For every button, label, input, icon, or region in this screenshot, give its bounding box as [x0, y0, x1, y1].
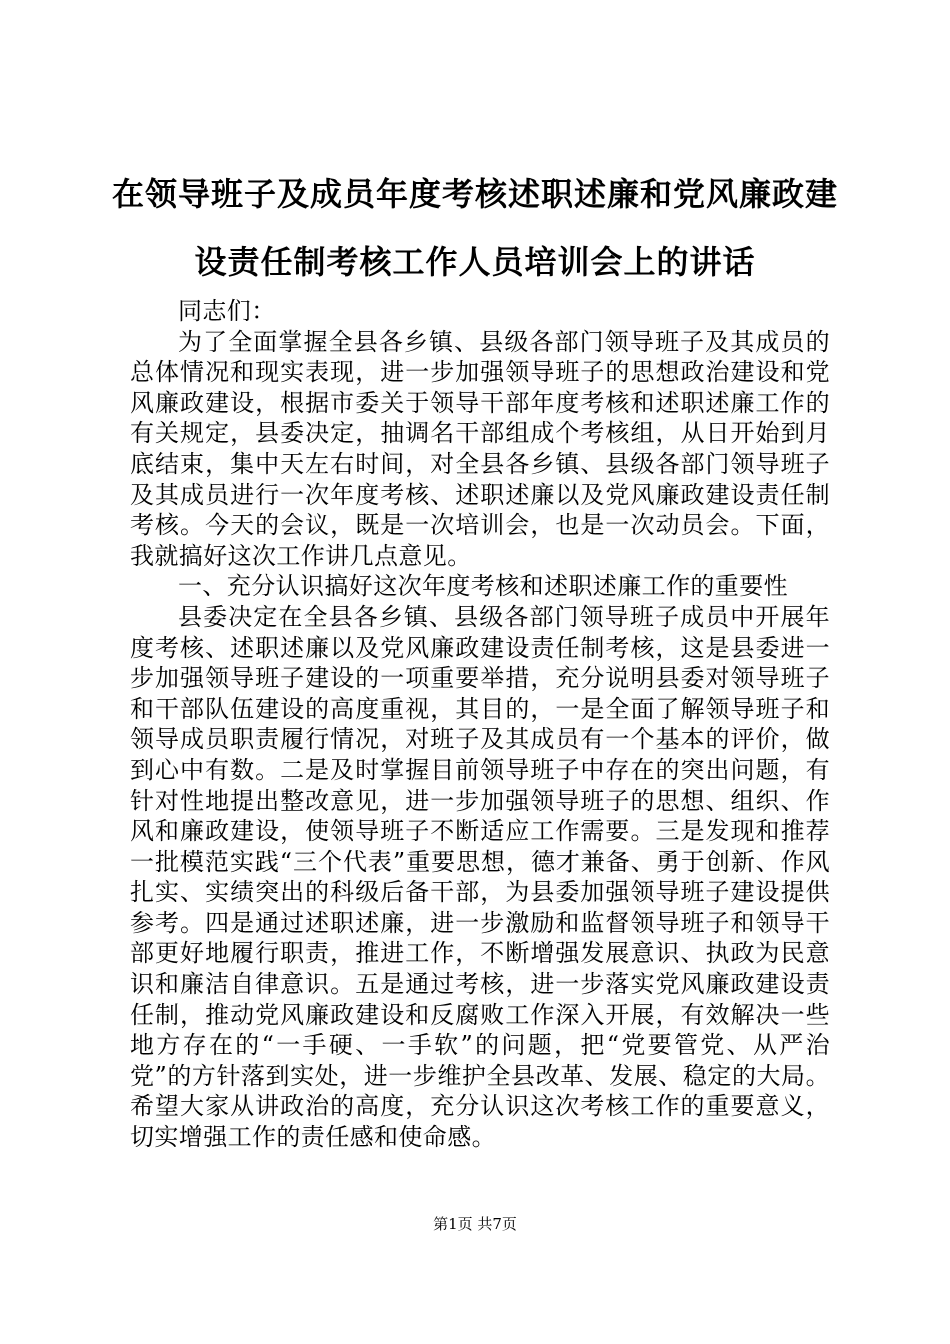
page-footer	[0, 1214, 950, 1234]
section-heading-1: 一、充分认识搞好这次年度考核和述职述廉工作的重要性	[178, 572, 788, 601]
salutation: 同志们：	[178, 297, 276, 325]
document-body	[130, 296, 830, 1153]
page-indicator: 第1页 共7页	[433, 1215, 517, 1233]
document-title: 在领导班子及成员年度考核述职述廉和党风廉政建设责任制考核工作人员培训会上的讲话	[111, 175, 838, 281]
paragraph-section-1: 县委决定在全县各乡镇、县级各部门领导班子成员中开展年度考核、述职述廉以及党风廉政建设责任制考核，这是县委进一步加强领导班子建设的一项重要举措，充分说明县委对领导班子和干部队伍建设的高度重视，其目的，一是全面了解领导班子和领导成员职责履行情况，对班子及其成员有一个基本的评价，做到心中有数。二是及时掌握目前领导班子中存在的突出问题，有针对性地提出整改意见，进一步加强领导班子的思想、组织、作风和廉政建设，使领导班子不断适应工作需要。三是发现和推荐一批模范实践“三个代表”重要思想，德才兼备、勇于创新、作风扎实、实绩突出的科级后备干部，为县委加强领导班子建设提供参考。四是通过述职述廉，进一步激励和监督领导班子和领导干部更好地履行职责，推进工作，不断增强发展意识、执政为民意识和廉洁自律意识。五是通过考核，进一步落实党风廉政建设责任制，推动党风廉政建设和反腐败工作深入开展，有效解决一些地方存在的“一手硬、一手软”的问题，把“党要管党、从严治党”的方针落到实处，进一步维护全县改革、发展、稳定的大局。希望大家从讲政治的高度，充分认识这次考核工作的重要意义，切实增强工作的责任感和使命感。	[130, 602, 830, 1152]
paragraph-intro: 为了全面掌握全县各乡镇、县级各部门领导班子及其成员的总体情况和现实表现，进一步加强领导班子的思想政治建设和党风廉政建设，根据市委关于领导干部年度考核和述职述廉工作的有关规定，县委决定，抽调名干部组成个考核组，从日开始到月底结束，集中天左右时间，对全县各乡镇、县级各部门领导班子及其成员进行一次年度考核、述职述廉以及党风廉政建设责任制考核。今天的会议，既是一次培训会，也是一次动员会。下面，我就搞好这次工作讲几点意见。	[130, 327, 830, 570]
